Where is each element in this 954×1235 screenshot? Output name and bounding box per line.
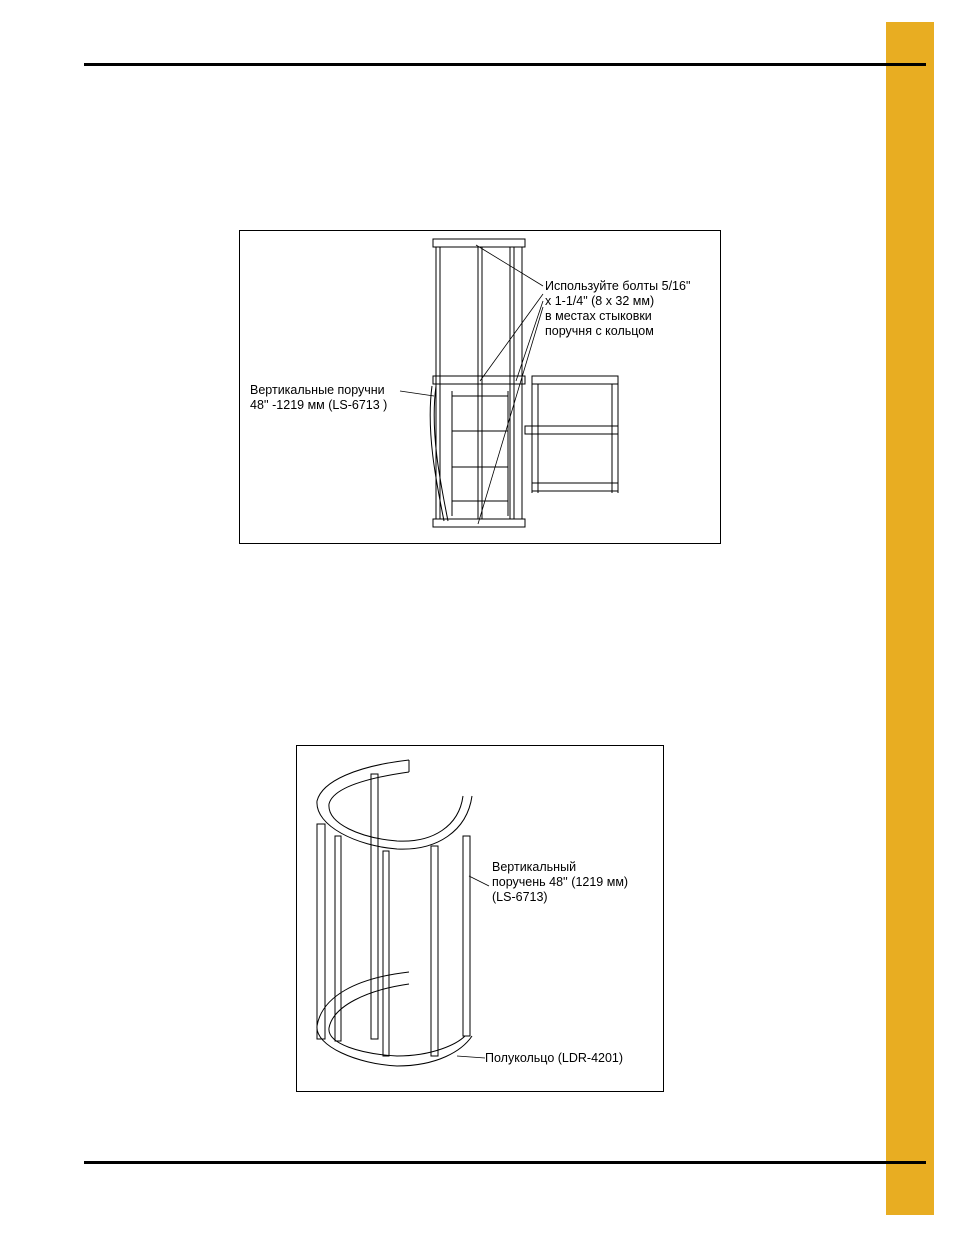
middle-hoop — [433, 376, 525, 384]
section-tab — [886, 22, 934, 1215]
top-hoop — [433, 239, 525, 247]
vertical-rail-callout: Вертикальный поручень 48'' (1219 мм) (LS-6713) — [492, 860, 629, 904]
figure-cage-front-view — [239, 230, 721, 544]
landing-rail — [532, 376, 618, 384]
ring-assembly-drawing — [297, 746, 663, 1091]
vertical-rails-callout: Вертикальные поручни 48'' -1219 мм (LS-6713 ) — [250, 383, 388, 412]
header-rule — [84, 63, 926, 66]
vertical-rail — [317, 824, 325, 1039]
footer-rule — [84, 1161, 926, 1164]
figure-ring-assembly — [296, 745, 664, 1092]
bolt-callout: Используйте болты 5/16" х 1-1/4" (8 х 32 мм) в местах стыковки поручня с кольцом — [545, 279, 691, 338]
half-ring-callout: Полукольцо (LDR-4201) — [485, 1051, 624, 1065]
